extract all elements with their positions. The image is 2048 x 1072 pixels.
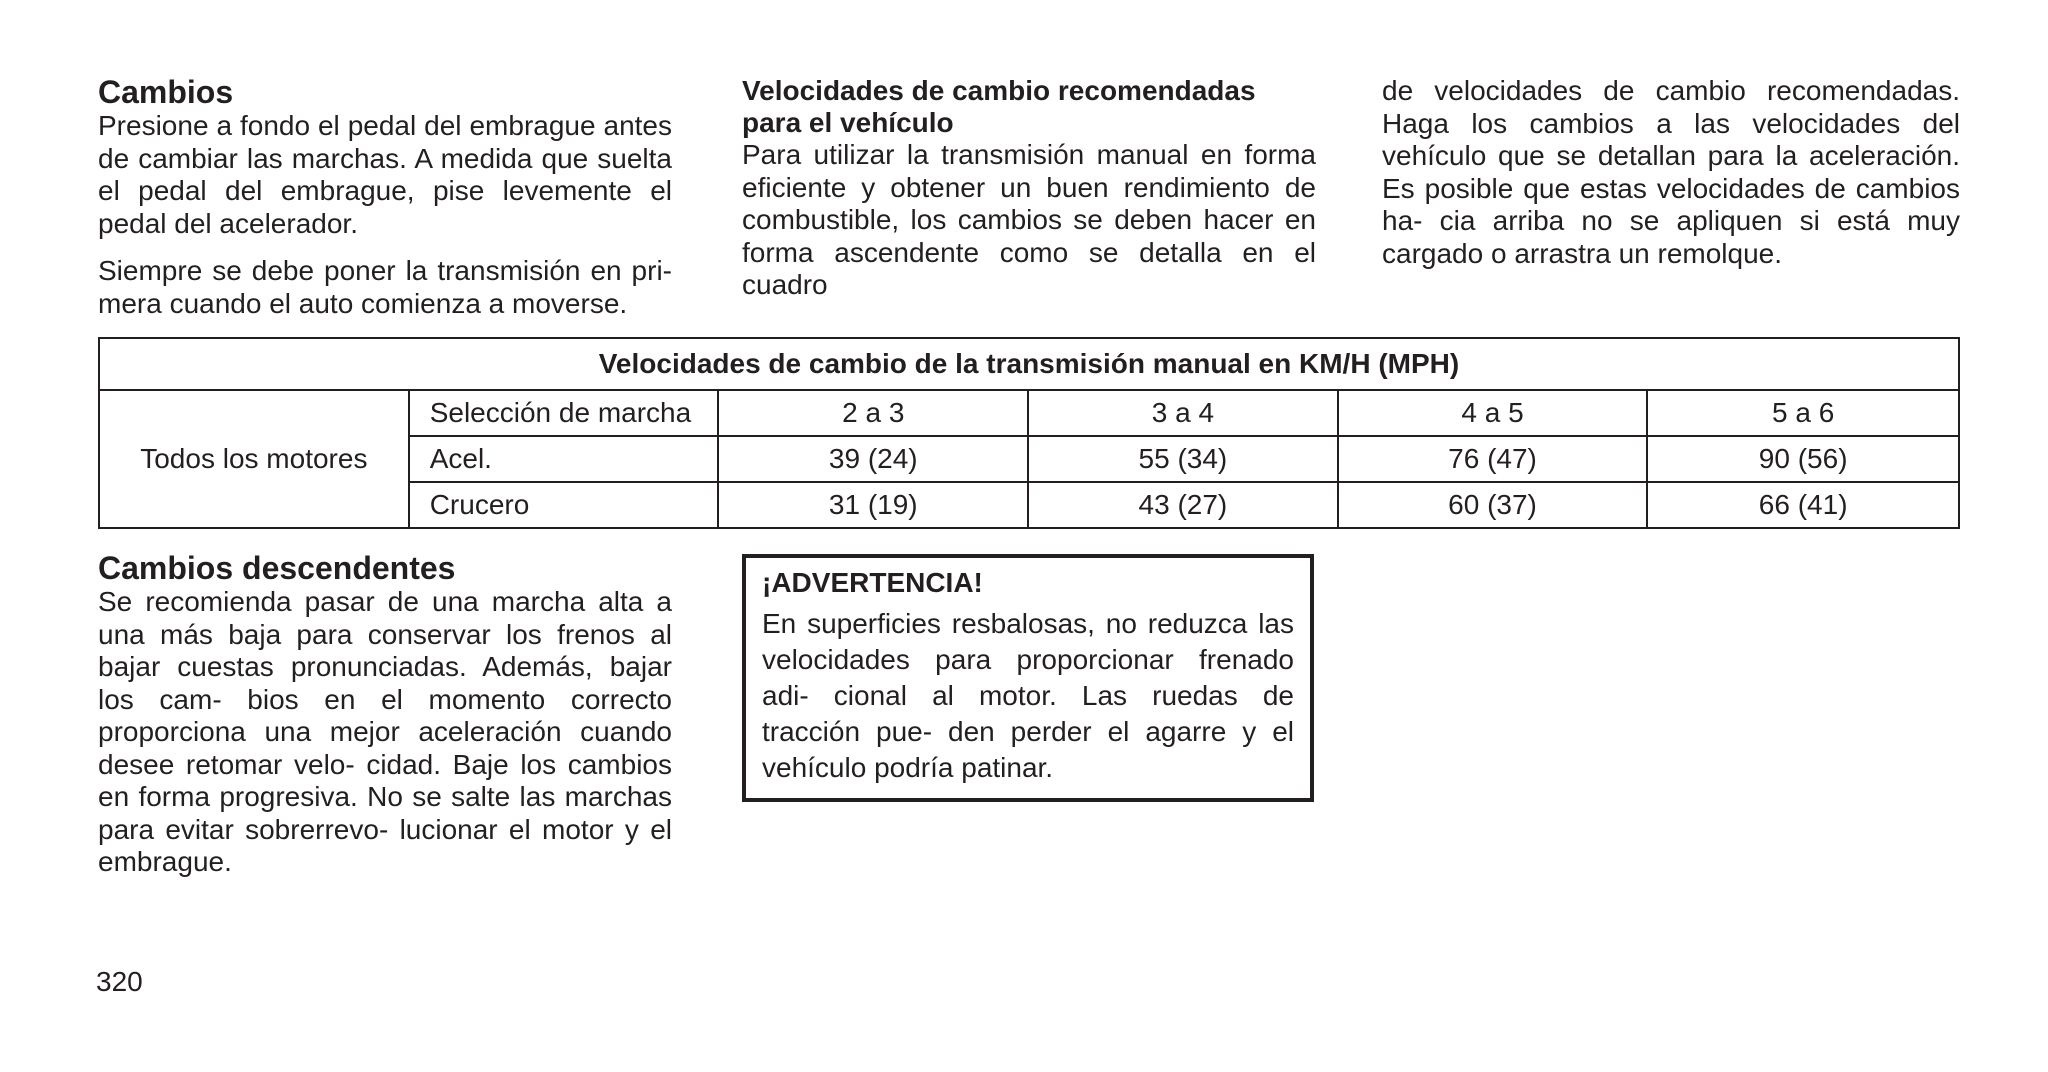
table-cell: Crucero [409,482,719,528]
warning-title: ¡ADVERTENCIA! [762,567,983,598]
page-number: 320 [96,966,143,997]
section-heading-downshift: Cambios descendentes [98,550,456,586]
column-3 [1382,75,1960,270]
column-downshift [98,550,672,879]
section-heading-cambios: Cambios [98,74,234,110]
table-cell: 55 (34) [1028,436,1338,482]
table-cell: 3 a 4 [1028,390,1338,436]
table-cell: 31 (19) [718,482,1028,528]
table-cell: 5 a 6 [1647,390,1959,436]
table-cell: Selección de marcha [409,390,719,436]
table-cell: 90 (56) [1647,436,1959,482]
table-cell: 39 (24) [718,436,1028,482]
subheading-recommended-speeds-line2: para el vehículo [742,107,954,138]
shift-speeds-table [98,337,1960,529]
paragraph-downshift: Se recomienda pasar de una marcha alta a una más baja para conservar los frenos al bajar cuestas pronunciadas. Además, bajar los cam- bios en el momento correcto proporciona una mejor aceleración cuando desee retomar velo- cidad. Baje los cambios en forma progresiva. No se salte las marchas para evitar sobrerrevo- lucionar el motor y el embrague. [98,586,672,877]
table-title-row [99,338,1959,390]
paragraph-efficient-shifting: Para utilizar la transmisión manual en forma eficiente y obtener un buen rendimiento de combustible, los cambios se deben hacer en forma ascendente como se detalla en el cuadro [742,139,1316,300]
table-cell: 76 (47) [1338,436,1648,482]
engine-group-cell: Todos los motores [99,390,409,528]
paragraph-clutch: Presione a fondo el pedal del embrague antes de cambiar las marchas. A medida que suelta el pedal del embrague, pise levemente el pedal del acelerador. [98,110,672,239]
column-2 [742,75,1316,302]
table-cell: 4 a 5 [1338,390,1648,436]
column-1 [98,74,672,320]
warning-text: En superficies resbalosas, no reduzca las velocidades para proporcionar frenado adi- cional al motor. Las ruedas de tracción pue- den perder el agarre y el vehículo podría patinar. [762,608,1294,783]
paragraph-first-gear: Siempre se debe poner la transmisión en pri- mera cuando el auto comienza a moverse. [98,255,672,319]
table-row [99,390,1959,436]
table-cell: 43 (27) [1028,482,1338,528]
table-cell: 66 (41) [1647,482,1959,528]
paragraph-shift-speeds-continued: de velocidades de cambio recomendadas. Haga los cambios a las velocidades del vehículo que se detallan para la aceleración. Es posible que estas velocidades de cambios ha- cia arriba no se apliquen si está muy cargado o arrastra un remolque. [1382,75,1960,269]
table-title: Velocidades de cambio de la transmisión manual en KM/H (MPH) [99,338,1959,390]
subheading-recommended-speeds-line1: Velocidades de cambio recomendadas [742,75,1256,106]
table-cell: 2 a 3 [718,390,1028,436]
table-cell: Acel. [409,436,719,482]
warning-box [742,554,1314,802]
table-cell: 60 (37) [1338,482,1648,528]
